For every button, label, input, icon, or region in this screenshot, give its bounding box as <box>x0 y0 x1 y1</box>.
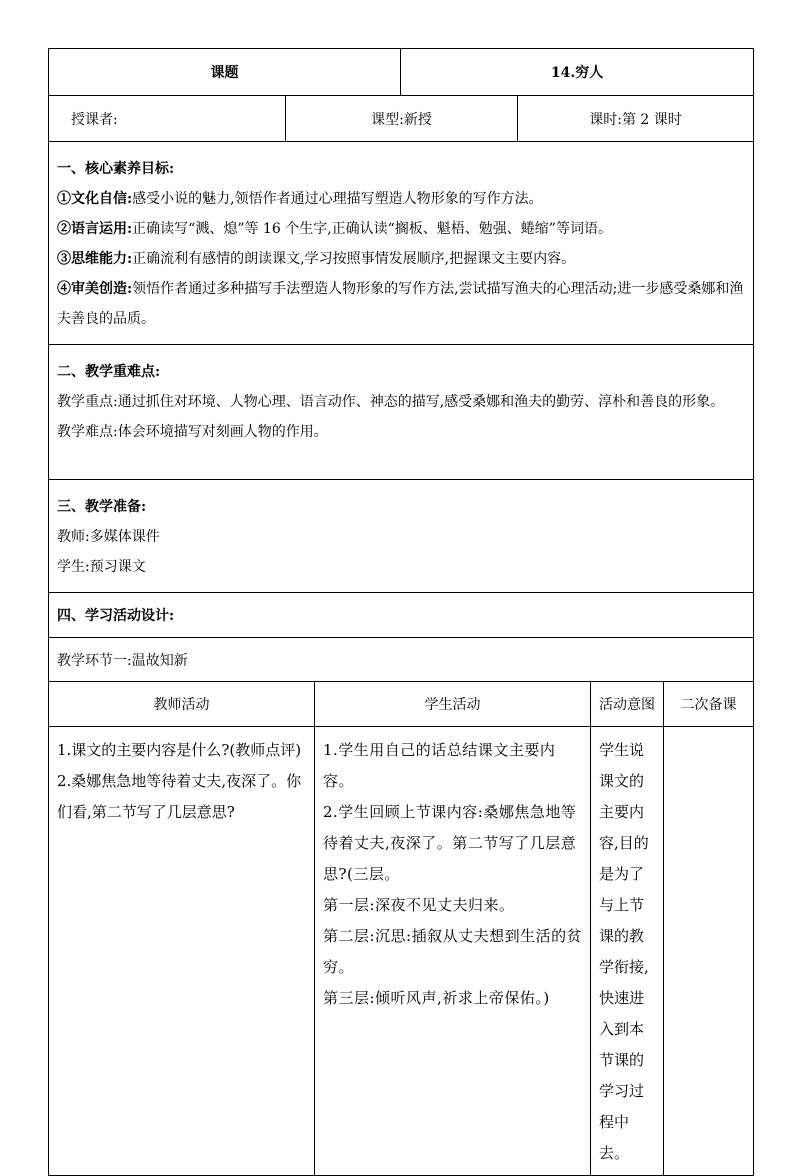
lesson-title: 14.穷人 <box>550 65 604 81</box>
goal-item <box>57 244 745 274</box>
goal-head: ①文化自信: <box>57 191 133 207</box>
col-header-label: 活动意图 <box>599 697 656 713</box>
student-activity-item: 第一层:深夜不见丈夫归来。 <box>323 896 515 914</box>
goal-head: ④审美创造: <box>57 281 133 297</box>
goal-text: 正确流利有感情的朗读课文,学习按照事情发展顺序,把握课文主要内容。 <box>132 251 576 267</box>
intent-text: 学生说课文的主要内容,目的是为了与上节课的教学衔接,快速进入到本节课的学习过程中去。 <box>599 741 649 1162</box>
teacher-activity-cell <box>49 727 315 1176</box>
stage-cell <box>49 638 754 682</box>
col-header-label: 学生活动 <box>424 697 481 713</box>
teacher-activity-item: 1.课文的主要内容是什么?(教师点评) <box>57 741 302 759</box>
difficulty-text: 教学难点:体会环境描写对刻画人物的作用。 <box>57 424 328 440</box>
goal-head: ③思维能力: <box>57 251 133 267</box>
student-activity-item: 第二层:沉思:插叙从丈夫想到生活的贫穷。 <box>323 927 583 976</box>
col-header-teacher <box>49 682 315 727</box>
activity-design-title: 四、学习活动设计: <box>57 608 175 624</box>
student-prep: 学生:预习课文 <box>57 559 146 575</box>
lesson-type: 课型:新授 <box>371 111 432 128</box>
key-point-text: 教学重点:通过抓住对环境、人物心理、语言动作、神态的描写,感受桑娜和渔夫的勤劳、淳朴和善良的形象。 <box>57 394 725 410</box>
col-header-second-prep <box>664 682 754 727</box>
lesson-plan-page <box>48 48 753 1176</box>
core-goals-title: 一、核心素养目标: <box>57 161 175 177</box>
preparation-section <box>49 480 754 593</box>
key-difficulty-section <box>49 345 754 480</box>
goal-item <box>57 214 745 244</box>
student-activity-item: 1.学生用自己的话总结课文主要内容。 <box>323 741 556 790</box>
intent-cell <box>591 727 664 1176</box>
student-activity-item: 2.学生回顾上节课内容:桑娜焦急地等待着丈夫,夜深了。第二节写了几层意思?(三层。 <box>323 803 577 883</box>
stage-label: 教学环节一:温故知新 <box>57 652 188 669</box>
subject-label: 课题 <box>210 65 239 81</box>
period-cell <box>518 96 754 142</box>
subject-label-cell <box>49 49 401 96</box>
lesson-period: 课时:第 2 课时 <box>589 111 682 128</box>
col-header-student <box>315 682 591 727</box>
col-header-label: 二次备课 <box>680 697 737 713</box>
student-activity-cell <box>315 727 591 1176</box>
goal-text: 感受小说的魅力,领悟作者通过心理描写塑造人物形象的写作方法。 <box>132 191 543 207</box>
second-prep-cell[interactable] <box>664 727 754 1176</box>
goal-text: 领悟作者通过多种描写手法塑造人物形象的写作方法,尝试描写渔夫的心理活动;进一步感受桑娜和渔夫善良的品质。 <box>57 281 744 327</box>
col-header-label: 教师活动 <box>153 697 210 713</box>
key-difficulty-title: 二、教学重难点: <box>57 364 161 380</box>
teacher-cell <box>49 96 286 142</box>
core-goals-section <box>49 142 754 345</box>
goal-item <box>57 274 745 334</box>
col-header-intent <box>591 682 664 727</box>
lesson-title-cell <box>401 49 754 96</box>
goal-item <box>57 184 745 214</box>
goal-head: ②语言运用: <box>57 221 133 237</box>
preparation-title: 三、教学准备: <box>57 499 147 515</box>
teacher-label: 授课者: <box>71 111 118 128</box>
type-cell <box>286 96 518 142</box>
student-activity-item: 第三层:倾听风声,祈求上帝保佑。) <box>323 989 550 1007</box>
goal-text: 正确读写“溅、熄”等 16 个生字,正确认读“搁板、魁梧、勉强、蜷缩”等词语。 <box>132 221 612 237</box>
activity-design-title-cell <box>49 593 754 638</box>
lesson-plan-table <box>48 48 754 1176</box>
teacher-prep: 教师:多媒体课件 <box>57 529 160 545</box>
teacher-activity-item: 2.桑娜焦急地等待着丈夫,夜深了。你们看,第二节写了几层意思? <box>57 772 302 821</box>
